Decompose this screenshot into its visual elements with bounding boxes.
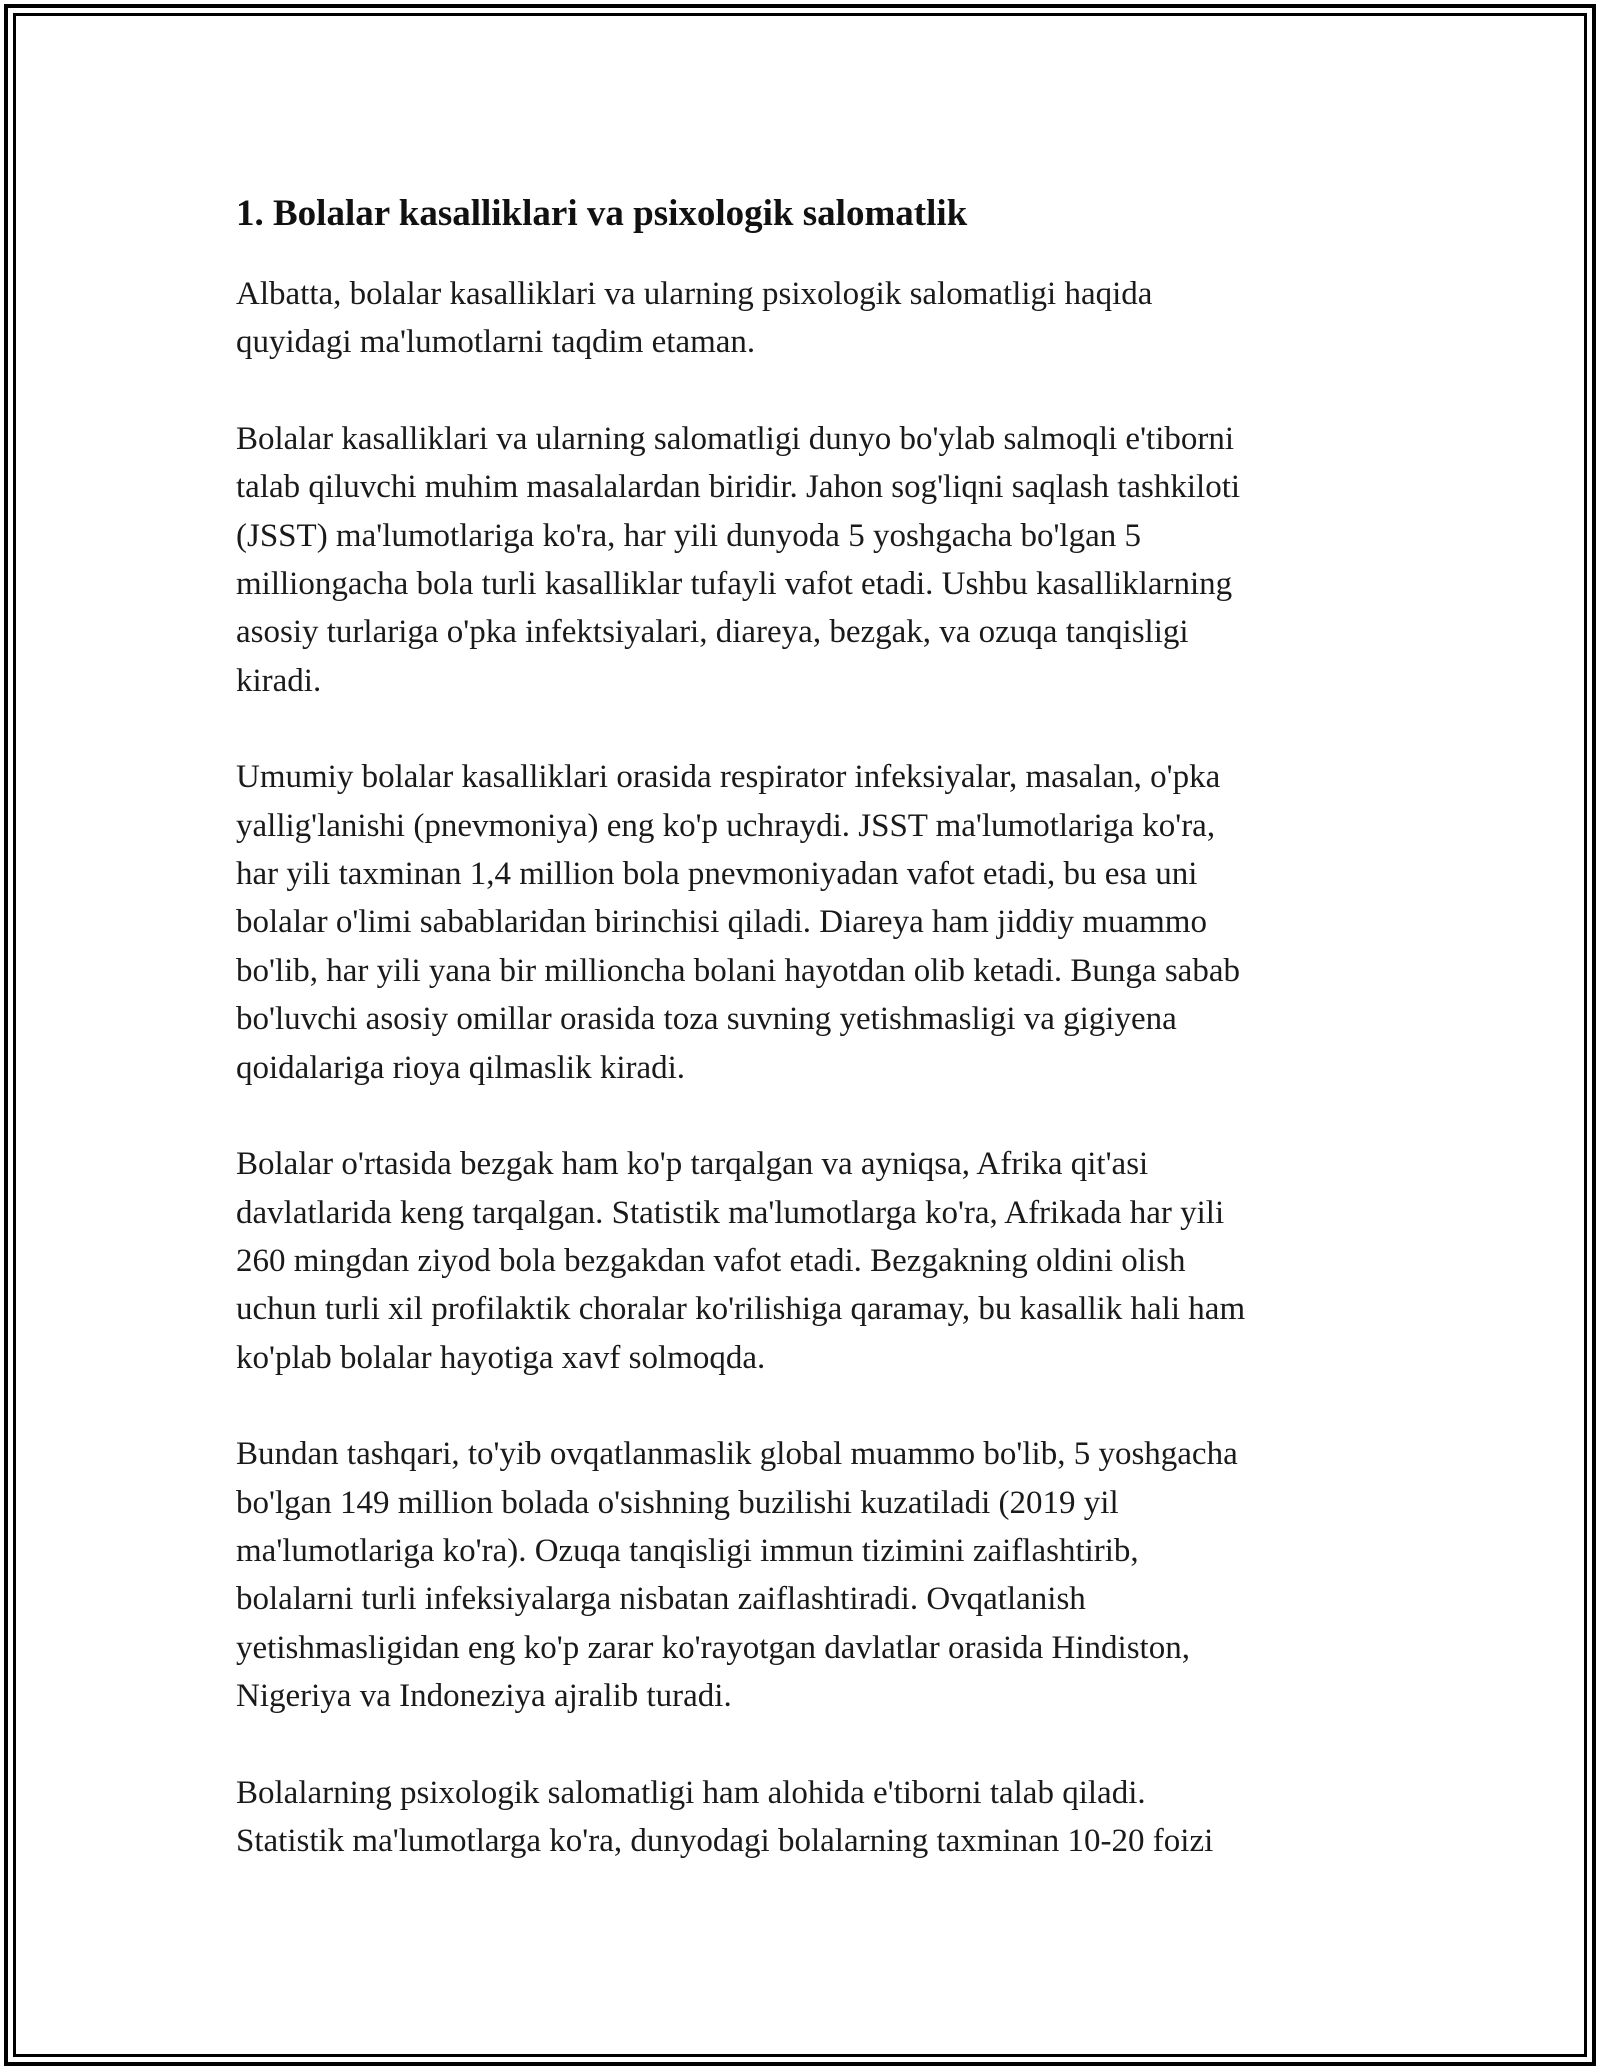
document-body (236, 186, 1366, 1913)
paragraph-psychological-health: Bolalarning psixologik salomatligi ham alohida e'tiborni talab qiladi. Statistik ma'lumotlarga ko'ra, dunyodagi bolalarning taxminan 10-20 foizi (236, 1774, 1214, 1859)
paragraph-malnutrition: Bundan tashqari, to'yib ovqatlanmaslik global muammo bo'lib, 5 yoshgacha bo'lgan 149 million bolada o'sishning buzilishi kuzatiladi (2019 yil ma'lumotlariga ko'ra). Ozuqa tanqisligi immun tizimini zaiflashtirib, bolalarni turli infeksiyalarga nisbatan zaiflashtiradi. Ovqatlanish yetishmasligidan eng ko'p zarar ko'rayotgan davlatlar orasida Hindiston, Nigeriya va Indoneziya ajralib turadi. (236, 1436, 1238, 1715)
paragraph-intro: Albatta, bolalar kasalliklari va ularning psixologik salomatligi haqida quyidagi ma'lumotlarni taqdim etaman. (236, 276, 1153, 361)
document-title: 1. Bolalar kasalliklari va psixologik salomatlik (236, 193, 968, 234)
paragraph-malaria: Bolalar o'rtasida bezgak ham ko'p tarqalgan va ayniqsa, Afrika qit'asi davlatlarida keng tarqalgan. Statistik ma'lumotlarga ko'ra, Afrikada har yili 260 mingdan ziyod bola bezgakdan vafot etadi. Bezgakning oldini olish uchun turli xil profilaktik choralar ko'rilishiga qaramay, bu kasallik hali ham ko'plab bolalar hayotiga xavf solmoqda. (236, 1146, 1246, 1376)
paragraph-child-mortality: Bolalar kasalliklari va ularning salomatligi dunyo bo'ylab salmoqli e'tiborni talab qiluvchi muhim masalalardan biridir. Jahon sog'liqni saqlash tashkiloti (JSST) ma'lumotlariga ko'ra, har yili dunyoda 5 yoshgacha bo'lgan 5 milliongacha bola turli kasalliklar tufayli vafot etadi. Ushbu kasalliklarning asosiy turlariga o'pka infektsiyalari, diareya, bezgak, va ozuqa tanqisligi kiradi. (236, 420, 1241, 699)
paragraph-respiratory-infections: Umumiy bolalar kasalliklari orasida respirator infeksiyalar, masalan, o'pka yallig'lanishi (pnevmoniya) eng ko'p uchraydi. JSST ma'lumotlariga ko'ra, har yili taxminan 1,4 million bola pnevmoniyadan vafot etadi, bu esa uni bolalar o'limi sabablaridan birinchisi qiladi. Diareya ham jiddiy muammo bo'lib, har yili yana bir millioncha bolani hayotdan olib ketadi. Bunga sabab bo'luvchi asosiy omillar orasida toza suvning yetishmasligi va gigiyena qoidalariga rioya qilmaslik kiradi. (236, 759, 1240, 1086)
